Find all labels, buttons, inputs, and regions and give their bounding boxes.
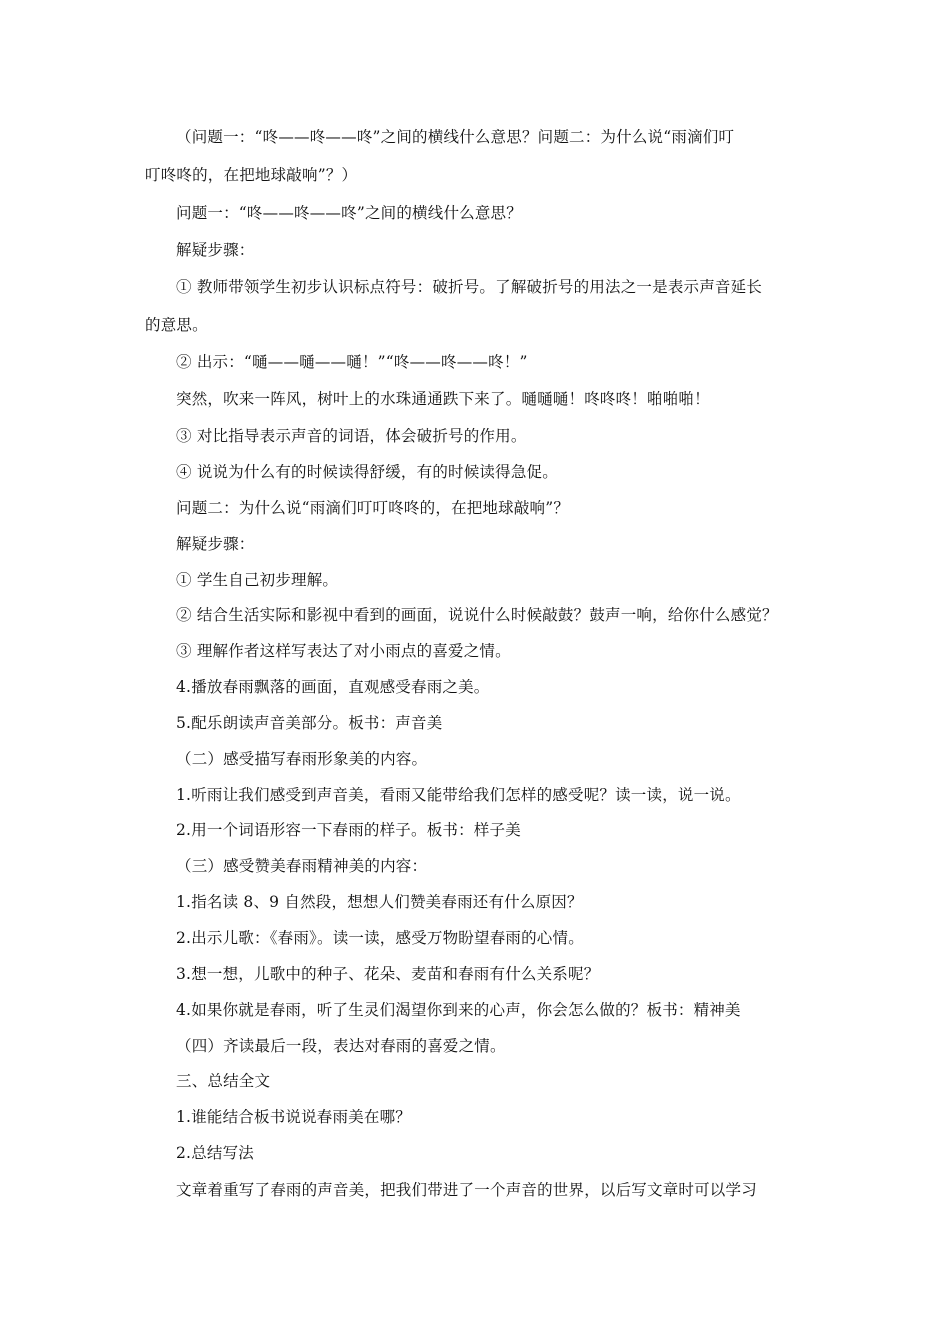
paragraph-line: （问题一：“咚——咚——咚”之间的横线什么意思？问题二：为什么说“雨滴们叮	[176, 128, 735, 146]
paragraph-line: 3.想一想，儿歌中的种子、花朵、麦苗和春雨有什么关系呢？	[176, 965, 600, 983]
section-heading: （四）齐读最后一段，表达对春雨的喜爱之情。	[176, 1037, 506, 1055]
paragraph-line: ① 学生自己初步理解。	[176, 571, 339, 589]
paragraph-line: 2.出示儿歌：《春雨》。读一读，感受万物盼望春雨的心情。	[176, 929, 584, 947]
paragraph-line: ④ 说说为什么有的时候读得舒缓，有的时候读得急促。	[176, 463, 558, 481]
paragraph-line: ② 结合生活实际和影视中看到的画面，说说什么时候敲鼓？鼓声一响，给你什么感觉？	[176, 606, 778, 624]
paragraph-line: 的意思。	[145, 316, 208, 334]
paragraph-line: 1.谁能结合板书说说春雨美在哪？	[176, 1108, 411, 1126]
steps-label: 解疑步骤：	[176, 241, 255, 259]
paragraph-line: 文章着重写了春雨的声音美，把我们带进了一个声音的世界，以后写文章时可以学习	[176, 1181, 757, 1199]
paragraph-line: 4.如果你就是春雨，听了生灵们渴望你到来的心声，你会怎么做的？板书：精神美	[176, 1001, 741, 1019]
question-heading: 问题二：为什么说“雨滴们叮叮咚咚的，在把地球敲响”？	[176, 499, 570, 517]
paragraph-line: 5.配乐朗读声音美部分。板书：声音美	[176, 714, 443, 732]
section-heading: （二）感受描写春雨形象美的内容。	[176, 750, 428, 768]
question-heading: 问题一：“咚——咚——咚”之间的横线什么意思？	[176, 204, 522, 222]
paragraph-line: 4.播放春雨飘落的画面，直观感受春雨之美。	[176, 678, 490, 696]
paragraph-line: ③ 对比指导表示声音的词语，体会破折号的作用。	[176, 427, 527, 445]
paragraph-line: 突然，吹来一阵风，树叶上的水珠通通跌下来了。嗵嗵嗵！咚咚咚！啪啪啪！	[176, 390, 710, 408]
paragraph-line: 叮咚咚的，在把地球敲响”？）	[145, 166, 358, 184]
paragraph-line: ① 教师带领学生初步认识标点符号：破折号。了解破折号的用法之一是表示声音延长	[176, 278, 763, 296]
paragraph-line: ② 出示：“嗵——嗵——嗵！”“咚——咚——咚！”	[176, 353, 528, 371]
paragraph-line: ③ 理解作者这样写表达了对小雨点的喜爱之情。	[176, 642, 511, 660]
paragraph-line: 2.总结写法	[176, 1144, 254, 1162]
steps-label: 解疑步骤：	[176, 535, 255, 553]
paragraph-line: 2.用一个词语形容一下春雨的样子。板书：样子美	[176, 821, 521, 839]
section-heading: （三）感受赞美春雨精神美的内容：	[176, 857, 428, 875]
paragraph-line: 1.听雨让我们感受到声音美，看雨又能带给我们怎样的感受呢？读一读，说一说。	[176, 786, 741, 804]
paragraph-line: 1.指名读 8、9 自然段，想想人们赞美春雨还有什么原因？	[176, 893, 583, 911]
section-heading: 三、总结全文	[176, 1072, 271, 1090]
